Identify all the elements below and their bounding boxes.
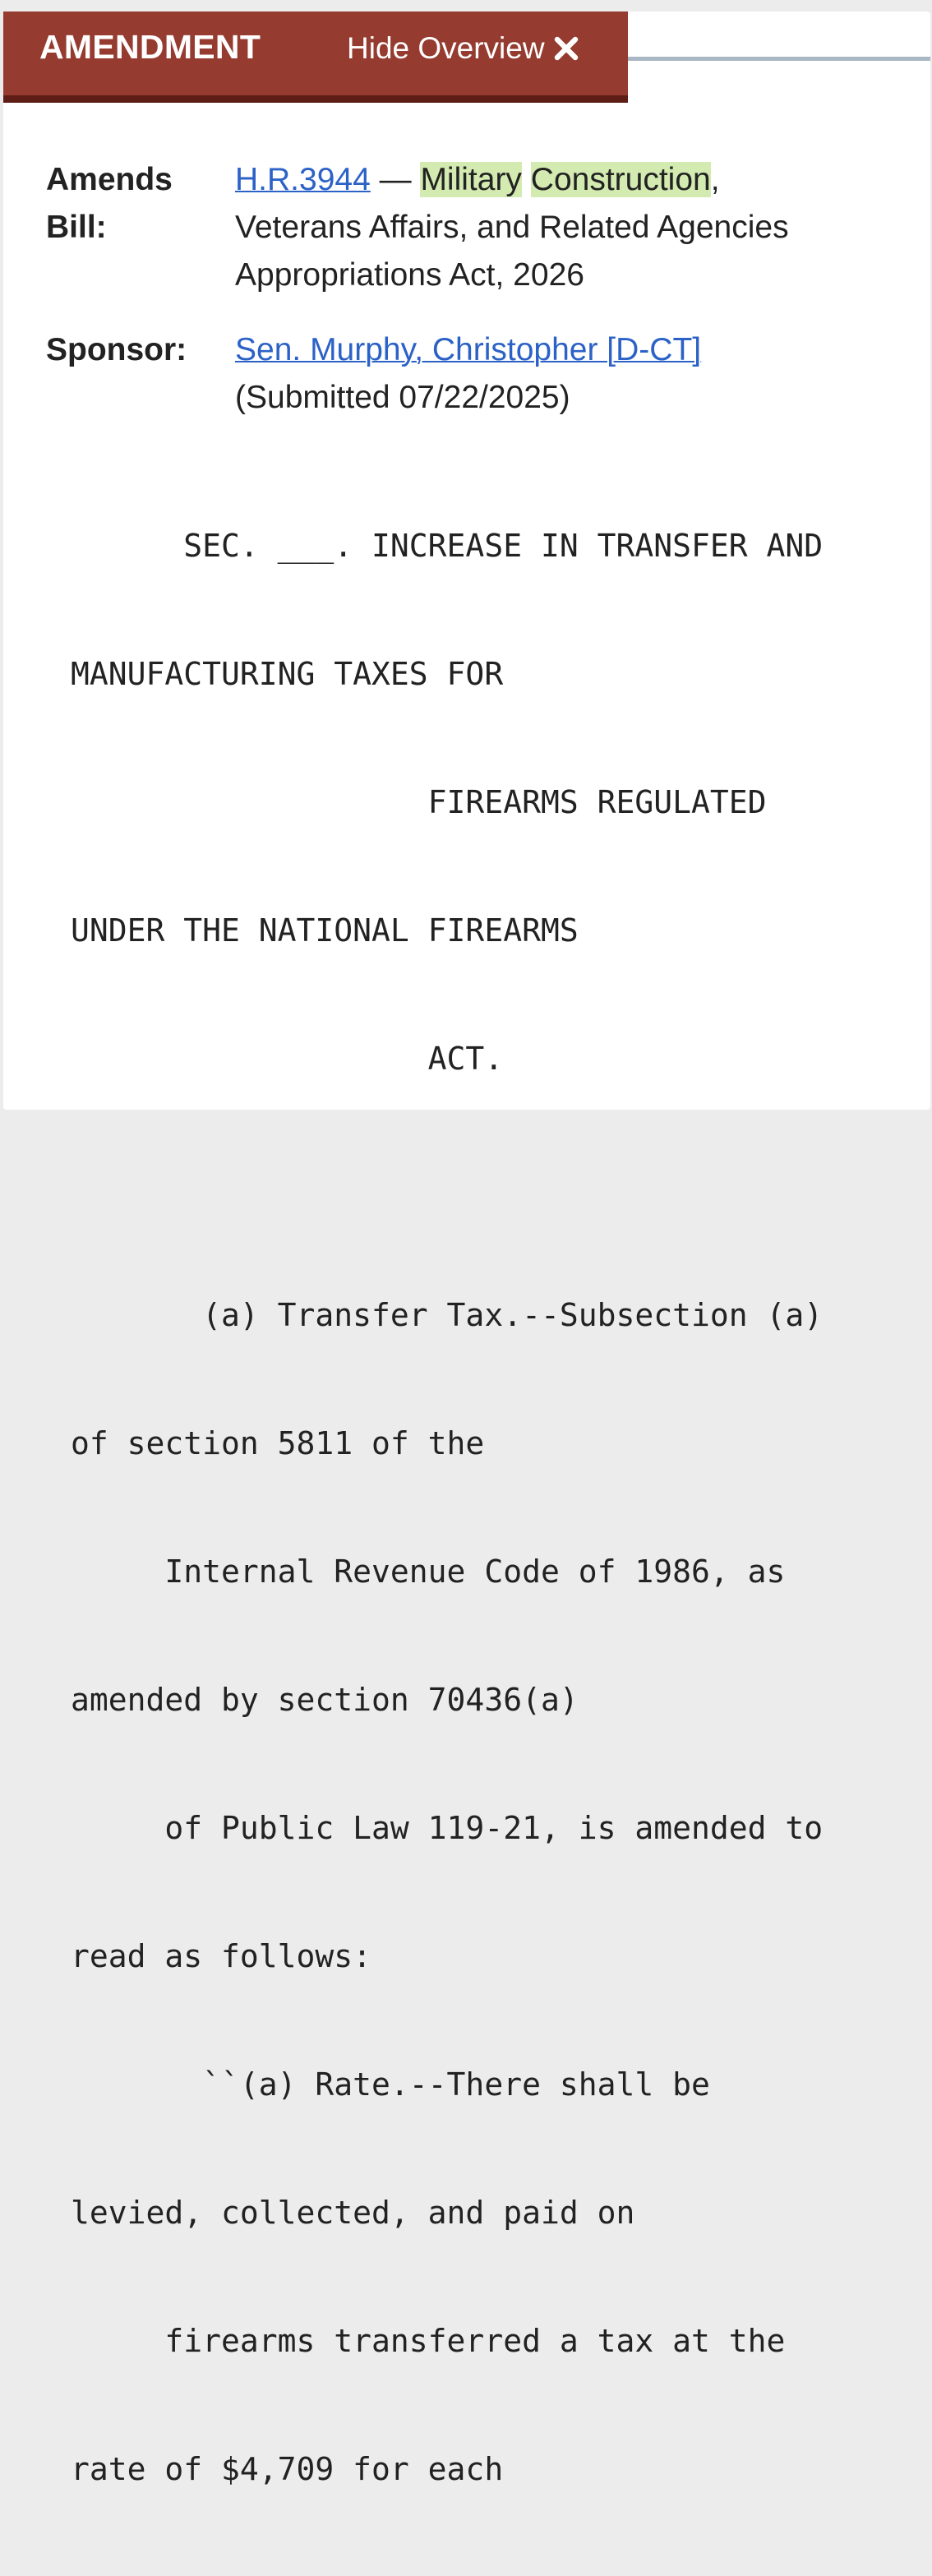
text-line: amended by section 70436(a) — [71, 1682, 579, 1718]
tab-bar-divider — [628, 57, 930, 61]
sponsor-link[interactable]: Sen. Murphy, Christopher [D-CT] — [235, 332, 702, 367]
text-line: FIREARMS REGULATED — [71, 784, 767, 820]
sponsor-label: Sponsor: — [46, 332, 187, 367]
highlight-construction: Construction — [530, 162, 711, 197]
amends-label-line2: Bill: — [46, 210, 107, 245]
text-line: read as follows: — [71, 1938, 372, 1974]
amendment-card — [3, 12, 930, 2487]
text-line: ``(a) Rate.--There shall be — [71, 2066, 710, 2103]
hide-overview-button[interactable] — [347, 31, 579, 66]
dash: — — [370, 162, 421, 197]
text-line: SEC. ___. INCREASE IN TRANSFER AND — [71, 528, 824, 564]
text-line: levied, collected, and paid on — [71, 2195, 635, 2231]
amends-bill-label — [46, 156, 173, 252]
sponsor-value — [235, 326, 909, 422]
amendment-text — [71, 439, 917, 2576]
submitted-date: (Submitted 07/22/2025) — [235, 380, 570, 415]
amends-bill-value — [235, 156, 909, 299]
highlight-military: Military — [420, 162, 522, 197]
amendment-tab-title: AMENDMENT — [39, 28, 261, 66]
text-line: ACT. — [71, 1041, 504, 1077]
text-line: UNDER THE NATIONAL FIREARMS — [71, 912, 579, 949]
tab-bar — [3, 12, 930, 104]
amends-label-line1: Amends — [46, 162, 173, 197]
text-line — [71, 1166, 917, 1208]
text-line: MANUFACTURING TAXES FOR — [71, 656, 504, 692]
text-line: rate of $4,709 for each — [71, 2451, 504, 2487]
text-line: (a) Transfer Tax.--Subsection (a) — [71, 1297, 824, 1333]
bill-number-link[interactable]: H.R.3944 — [235, 162, 371, 197]
text-line: of section 5811 of the — [71, 1425, 485, 1461]
text-line: of Public Law 119-21, is amended to — [71, 1810, 824, 1846]
close-icon — [553, 35, 579, 62]
bill-title-line3: Appropriations Act, 2026 — [235, 257, 584, 293]
hide-overview-label: Hide Overview — [347, 31, 545, 65]
bill-title-line2: Veterans Affairs, and Related Agencies — [235, 210, 789, 245]
text-line: firearms transferred a tax at the — [71, 2323, 786, 2359]
text-line: Internal Revenue Code of 1986, as — [71, 1553, 786, 1590]
bill-title-line1 — [235, 156, 909, 204]
comma: , — [710, 162, 720, 197]
amendment-tab — [3, 12, 628, 103]
